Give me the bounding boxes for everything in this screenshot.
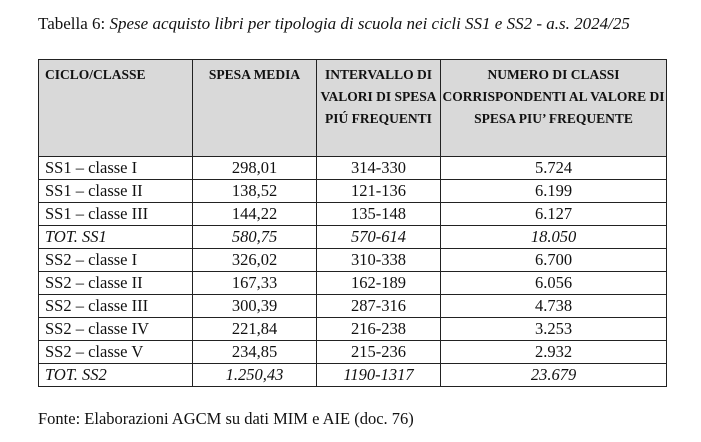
header-row: [39, 60, 667, 157]
cell-spesa-media: 167,33: [193, 272, 317, 295]
table-caption: [38, 14, 678, 33]
cell-ciclo-classe: TOT. SS2: [39, 364, 193, 387]
cell-spesa-media: 144,22: [193, 203, 317, 226]
cell-intervallo: 121-136: [317, 180, 441, 203]
cell-numero-classi: 4.738: [441, 295, 667, 318]
header-numero-classi: NUMERO DI CLASSI CORRISPONDENTI AL VALORE DI SPESA PIU’ FREQUENTE: [441, 60, 667, 157]
header-spesa-media: SPESA MEDIA: [193, 60, 317, 157]
table-row: [39, 318, 667, 341]
source-note: Fonte: Elaborazioni AGCM su dati MIM e AIE (doc. 76): [38, 409, 414, 428]
cell-intervallo: 215-236: [317, 341, 441, 364]
cell-intervallo: 310-338: [317, 249, 441, 272]
table-row: [39, 341, 667, 364]
cell-spesa-media: 326,02: [193, 249, 317, 272]
table-row: [39, 157, 667, 180]
cell-ciclo-classe: SS2 – classe IV: [39, 318, 193, 341]
cell-numero-classi: 6.056: [441, 272, 667, 295]
cell-ciclo-classe: SS1 – classe I: [39, 157, 193, 180]
table-row: [39, 180, 667, 203]
cell-ciclo-classe: TOT. SS1: [39, 226, 193, 249]
cell-spesa-media: 1.250,43: [193, 364, 317, 387]
cell-numero-classi: 23.679: [441, 364, 667, 387]
cell-numero-classi: 2.932: [441, 341, 667, 364]
cell-ciclo-classe: SS2 – classe II: [39, 272, 193, 295]
table-row: [39, 295, 667, 318]
cell-intervallo: 287-316: [317, 295, 441, 318]
cell-intervallo: 162-189: [317, 272, 441, 295]
header-intervallo: INTERVALLO DI VALORI DI SPESA PIÚ FREQUENTI: [317, 60, 441, 157]
cell-intervallo: 314-330: [317, 157, 441, 180]
cell-spesa-media: 234,85: [193, 341, 317, 364]
cell-intervallo: 570-614: [317, 226, 441, 249]
cell-spesa-media: 138,52: [193, 180, 317, 203]
cell-numero-classi: 6.700: [441, 249, 667, 272]
total-row: [39, 226, 667, 249]
cell-numero-classi: 6.127: [441, 203, 667, 226]
caption-title: Spese acquisto libri per tipologia di scuola nei cicli SS1 e SS2 - a.s. 2024/25: [109, 14, 630, 33]
cell-spesa-media: 221,84: [193, 318, 317, 341]
cell-intervallo: 1190-1317: [317, 364, 441, 387]
cell-numero-classi: 3.253: [441, 318, 667, 341]
cell-numero-classi: 18.050: [441, 226, 667, 249]
spending-table: [38, 59, 667, 387]
total-row: [39, 364, 667, 387]
caption-lead: Tabella 6:: [38, 14, 106, 33]
table-row: [39, 203, 667, 226]
cell-ciclo-classe: SS2 – classe I: [39, 249, 193, 272]
cell-intervallo: 216-238: [317, 318, 441, 341]
cell-numero-classi: 5.724: [441, 157, 667, 180]
cell-ciclo-classe: SS2 – classe III: [39, 295, 193, 318]
cell-spesa-media: 580,75: [193, 226, 317, 249]
cell-ciclo-classe: SS1 – classe III: [39, 203, 193, 226]
table-row: [39, 272, 667, 295]
cell-ciclo-classe: SS1 – classe II: [39, 180, 193, 203]
cell-spesa-media: 298,01: [193, 157, 317, 180]
cell-numero-classi: 6.199: [441, 180, 667, 203]
table-row: [39, 249, 667, 272]
table-body: [39, 157, 667, 387]
cell-spesa-media: 300,39: [193, 295, 317, 318]
header-ciclo-classe: CICLO/CLASSE: [39, 60, 193, 157]
cell-intervallo: 135-148: [317, 203, 441, 226]
cell-ciclo-classe: SS2 – classe V: [39, 341, 193, 364]
